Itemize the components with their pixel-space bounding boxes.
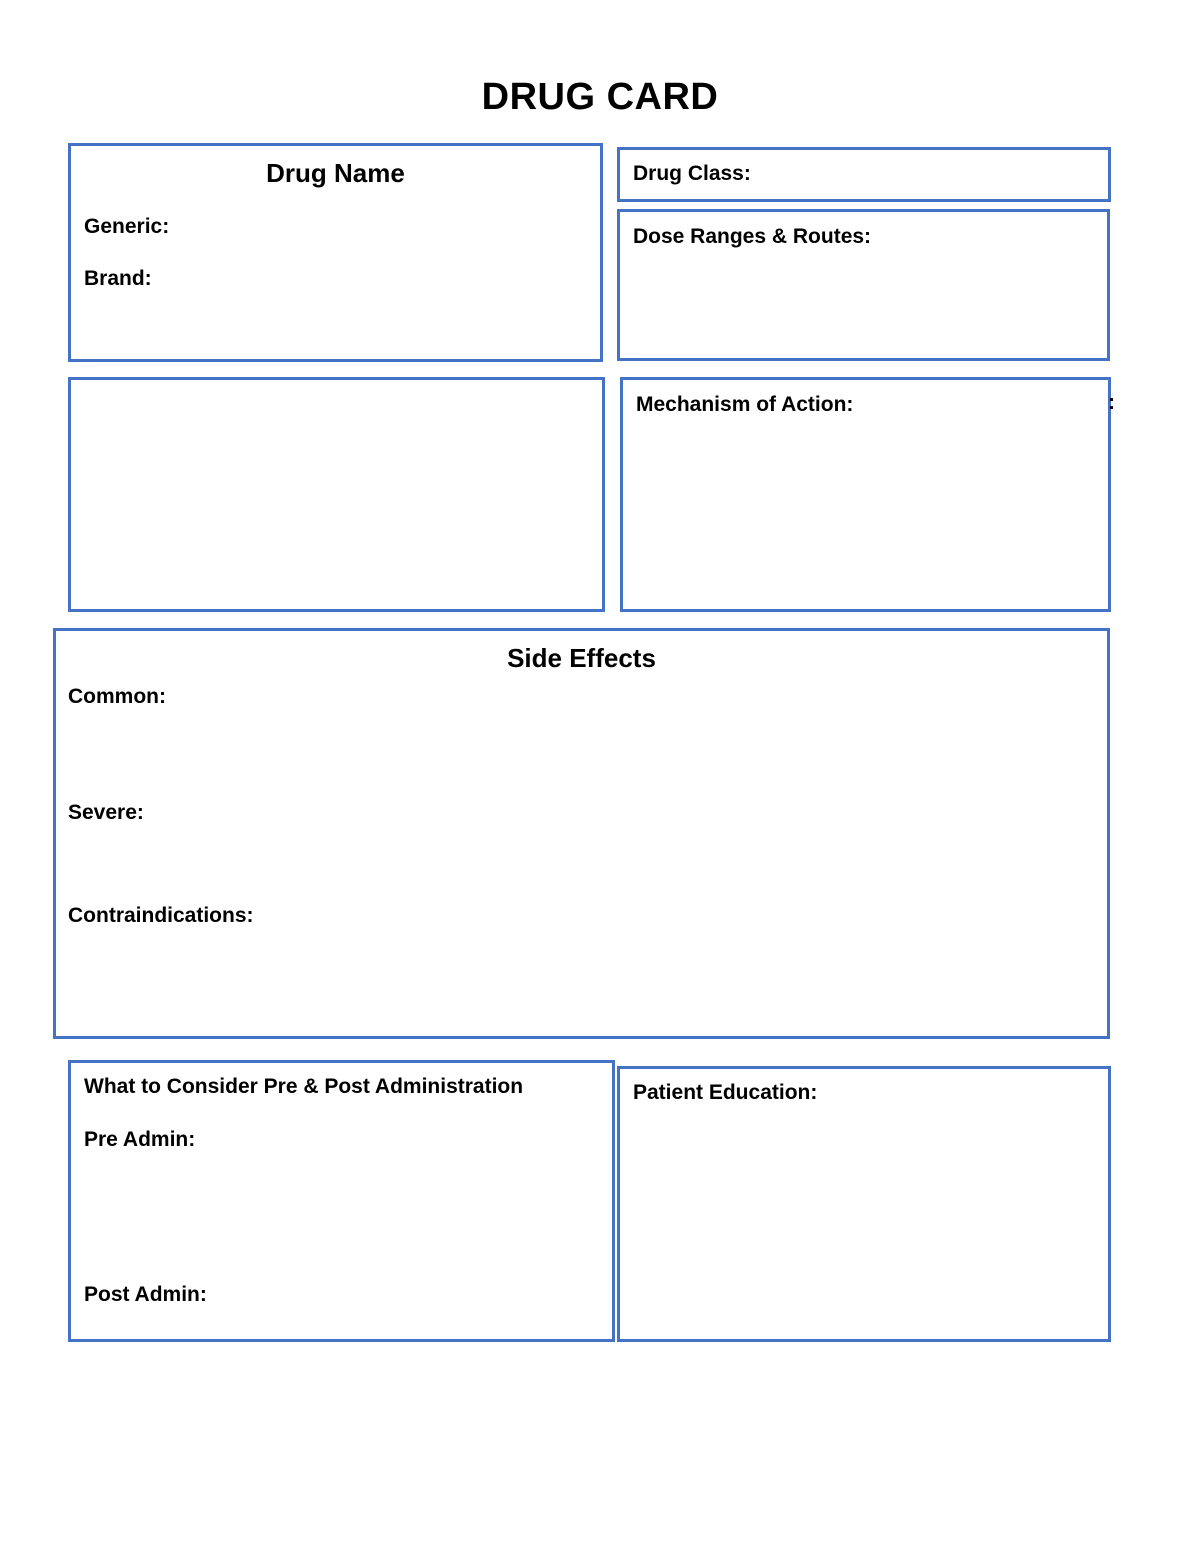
mechanism-label: Mechanism of Action: xyxy=(636,393,854,416)
blank-box xyxy=(68,377,605,612)
drug-class-label: Drug Class: xyxy=(633,162,751,185)
post-admin-label: Post Admin: xyxy=(84,1283,207,1306)
brand-label: Brand: xyxy=(84,267,152,290)
contraindications-label: Contraindications: xyxy=(68,904,254,927)
severe-label: Severe: xyxy=(68,801,144,824)
drug-class-box xyxy=(617,147,1111,202)
mechanism-box xyxy=(620,377,1111,612)
administration-heading: What to Consider Pre & Post Administration xyxy=(84,1075,524,1098)
generic-label: Generic: xyxy=(84,215,170,238)
dose-ranges-label: Dose Ranges & Routes: xyxy=(633,225,872,248)
patient-education-box xyxy=(617,1066,1111,1342)
drug-name-box xyxy=(68,143,603,362)
common-label: Common: xyxy=(68,685,166,708)
page-title: DRUG CARD xyxy=(481,76,719,118)
pre-admin-label: Pre Admin: xyxy=(84,1128,196,1151)
side-effects-heading: Side Effects xyxy=(507,643,656,673)
side-effects-box xyxy=(53,628,1110,1039)
administration-box xyxy=(68,1060,615,1342)
dose-ranges-box xyxy=(617,209,1110,361)
stray-colon: : xyxy=(1108,391,1115,414)
patient-education-label: Patient Education: xyxy=(633,1081,818,1104)
drug-name-heading: Drug Name xyxy=(266,158,405,188)
